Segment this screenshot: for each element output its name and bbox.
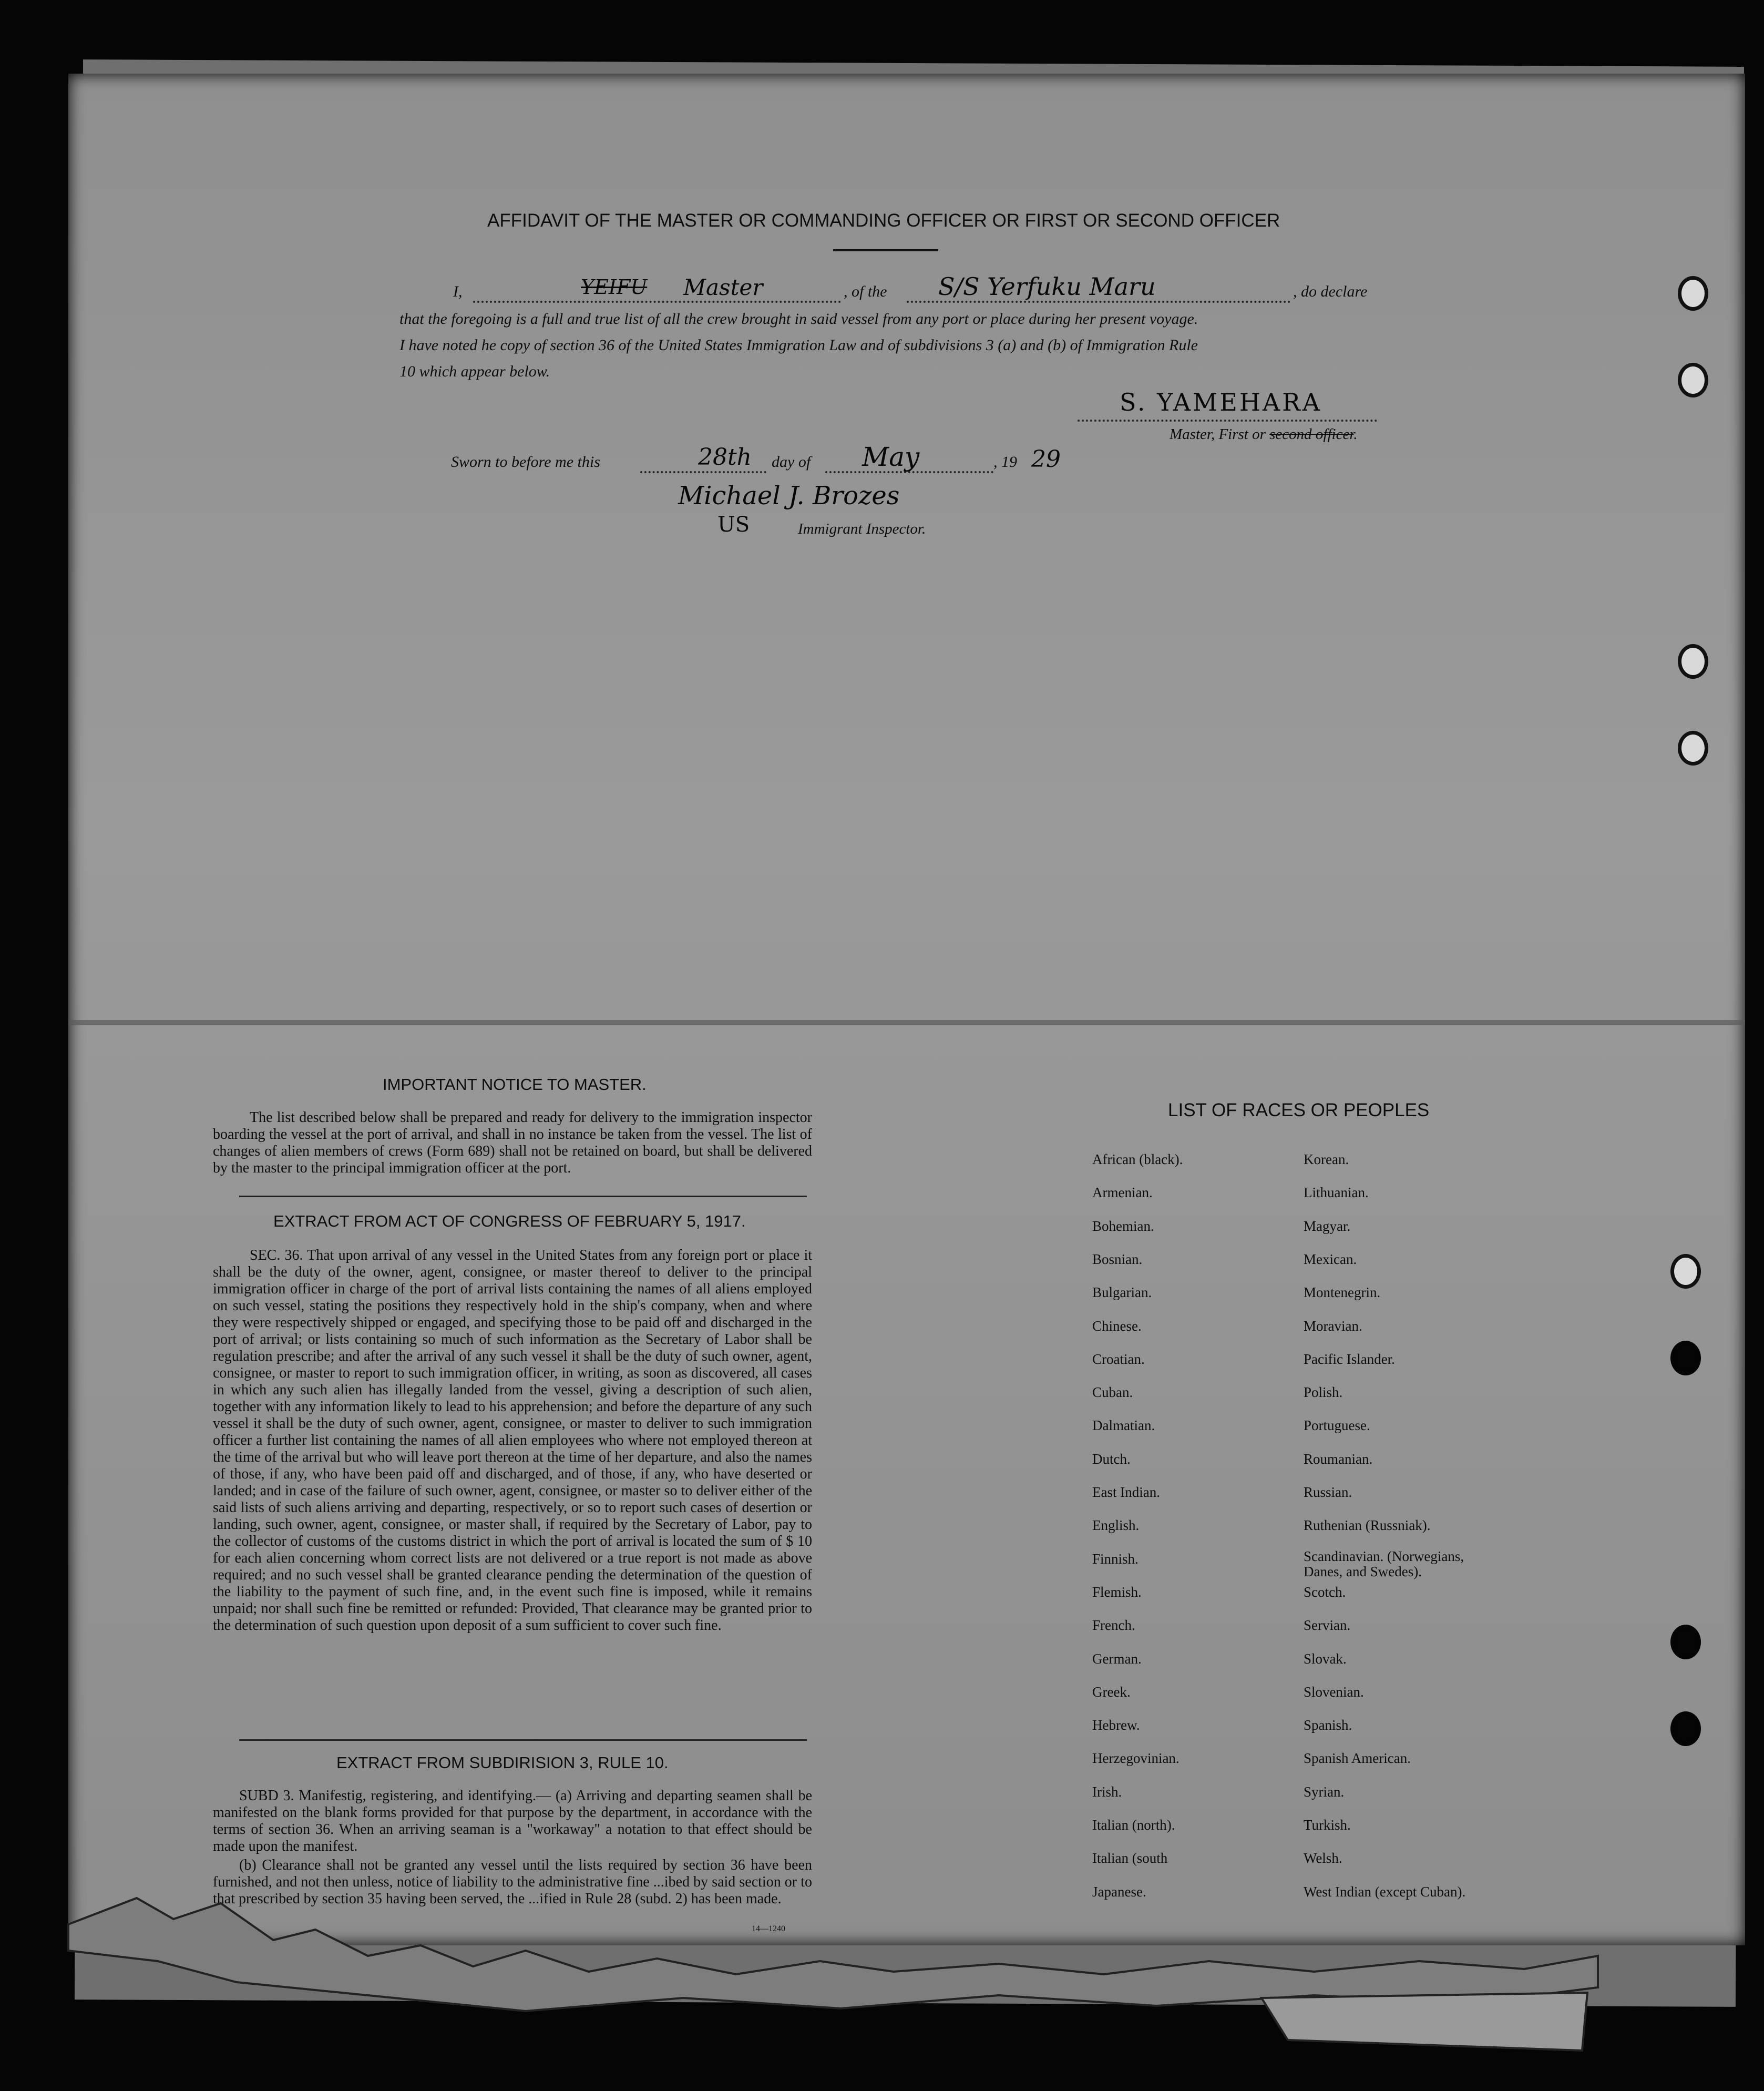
title-rule (833, 249, 938, 251)
extract1-body: SEC. 36. That upon arrival of any vessel in the United States from any foreign port or place it shall be the duty of the owner, agent, consignee, or master thereof to deliver to the principal immigration officer in charge of the port of arrival lists containing the names of all aliens employed on such vessel, stating the positions they respectively hold in the ship's company, when and where they were respectively shipped or engaged, and specifying those to be paid off and discharged in the port of arrival; or lists containing so much of such information as the Secretary of Labor shall be regulation prescribe; and after the arrival of any such vessel it shall be the duty of such owner, agent, consignee, or master to report to such immigration officer, in writing, as soon as discovered, all cases in which any such alien has illegally landed from the vessel, giving a description of such alien, together with any information likely to lead to his apprehension; and before the departure of any such vessel it shall be the duty of such owner, agent, consignee, or master to deliver to such immigration officer a further list containing the names of all alien employees who where not employed thereon at the time of the arrival but who will leave port thereon at the time of her departure, and also the names of those, if any, who have been paid off and discharged, and of those, if any, who have deserted or landed; and in case of the failure of such owner, agent, consignee, or master so to deliver either of the said lists of such aliens arriving and departing, respectively, or so to report such cases of desertion or landing, such owner, agent, consignee, or master shall, if required by the Secretary of Labor, pay to the collector of customs of the customs district in which the port of arrival is located the sum of $ 10 for each alien concerning whom correct lists are not delivered or a true report is not made as above required; and no such vessel shall be granted clearance pending the determination of the question of the liability to the payment of such fine, and, in the event such fine is imposed, while it remains unpaid; nor shall such fine be remitted or refunded: Provided, That clearance may be granted prior to the determination of such question upon deposit of a sum sufficient to cover such fine. (213, 1247, 812, 1634)
race-item: Herzegovinian. (1092, 1750, 1180, 1767)
affidavit-line-4: 10 which appear below. (399, 363, 550, 380)
page-fold-line (68, 1020, 1745, 1025)
document-page (68, 74, 1745, 1945)
race-item: Roumanian. (1304, 1451, 1373, 1467)
affidavit-line-2: that the foregoing is a full and true list of all the crew brought in said vessel from any port or place during her present voyage. (399, 310, 1198, 328)
race-item: Lithuanian. (1304, 1185, 1369, 1201)
month-hw: May (862, 442, 920, 472)
extract2-body-b: (b) Clearance shall not be granted any vessel until the lists required by section 36 have been furnished, and not then unless, notice of liability to the administrative fine ...ibed by said section or to that prescribed by section 35 having been served, the ...ified in Rule 28 (subd. 2) has been made. (213, 1857, 812, 1907)
binder-hole (1670, 1625, 1701, 1659)
inspector-prefix-hw: US (717, 513, 750, 537)
extract1-rule (239, 1739, 807, 1741)
signer-name-field (473, 274, 841, 303)
race-item: Bosnian. (1092, 1251, 1143, 1267)
race-item: Ruthenian (Russniak). (1304, 1517, 1431, 1534)
day-field (640, 444, 766, 473)
extract1-title: EXTRACT FROM ACT OF CONGRESS OF FEBRUARY 5, 1917. (273, 1212, 746, 1230)
inspector-signature-hw: Michael J. Brozes (678, 481, 900, 511)
year-hw: 29 (1031, 446, 1061, 473)
race-item: Spanish. (1304, 1717, 1352, 1733)
race-item: Syrian. (1304, 1783, 1345, 1800)
race-item: Slovenian. (1304, 1684, 1364, 1700)
extract2-body-a: SUBD 3. Manifestig, registering, and identifying.— (a) Arriving and departing seamen shall be manifested on the blank forms provided for that purpose by the department, in accordance with the terms of section 36. When an arriving seaman is a "workaway" a notation to that effect should be made upon the manifest. (213, 1788, 812, 1854)
notice-rule (239, 1196, 807, 1197)
affidavit-line-3: I have noted he copy of section 36 of the United States Immigration Law and of subdivisions 3 (a) and (b) of Immigration Rule (399, 336, 1198, 354)
race-item: English. (1092, 1517, 1140, 1534)
race-item: Welsh. (1304, 1850, 1342, 1866)
race-item: Croatian. (1092, 1351, 1145, 1367)
binder-hole (1678, 644, 1708, 679)
race-item: Portuguese. (1304, 1417, 1370, 1434)
notice-title: IMPORTANT NOTICE TO MASTER. (383, 1075, 647, 1094)
race-item: Montenegrin. (1304, 1284, 1381, 1301)
affidavit-title: AFFIDAVIT OF THE MASTER OR COMMANDING OFFICER OR FIRST OR SECOND OFFICER (487, 210, 1280, 231)
race-item: Dalmatian. (1092, 1417, 1155, 1434)
race-item: East Indian. (1092, 1484, 1160, 1500)
binder-hole (1670, 1711, 1701, 1746)
year-label: , 19 (993, 453, 1017, 471)
master-label-end: . (1353, 426, 1358, 443)
race-item: West Indian (except Cuban). (1304, 1883, 1466, 1900)
day-of-label: day of (772, 453, 811, 471)
race-item: Dutch. (1092, 1451, 1131, 1467)
race-item: Greek. (1092, 1684, 1131, 1700)
torn-bottom-edge (0, 1882, 1764, 2091)
race-item: African (black). (1092, 1151, 1183, 1167)
master-label-text: Master, First or (1170, 426, 1270, 443)
of-the-label: , of the (844, 283, 887, 300)
master-label-struck: second officer (1269, 426, 1354, 443)
day-hw: 28th (698, 444, 752, 471)
race-item: Bulgarian. (1092, 1284, 1152, 1301)
vessel-field (907, 272, 1290, 303)
signer-name-hw: YEIFU (581, 276, 648, 299)
do-declare-label: , do declare (1293, 283, 1368, 300)
master-label (1170, 426, 1358, 443)
race-item: Scandinavian. (Norwegians, Danes, and Swedes). (1304, 1548, 1464, 1579)
race-item: Armenian. (1092, 1185, 1153, 1201)
race-item: Russian. (1304, 1484, 1352, 1500)
master-signature-field (1078, 388, 1377, 422)
sworn-label: Sworn to before me this (451, 453, 600, 471)
race-item: French. (1092, 1617, 1135, 1634)
race-item: Servian. (1304, 1617, 1351, 1634)
race-item: Turkish. (1304, 1817, 1351, 1833)
races-title: LIST OF RACES OR PEOPLES (1168, 1100, 1430, 1120)
race-item: Japanese. (1092, 1883, 1146, 1900)
signer-role-hw: Master (683, 274, 763, 300)
vessel-name-hw: S/S Yerfuku Maru (938, 272, 1156, 301)
affidavit-i-label: I, (453, 283, 463, 300)
race-item: Slovak. (1304, 1650, 1347, 1667)
binder-hole (1678, 276, 1708, 311)
binder-hole (1670, 1254, 1701, 1289)
binder-hole (1678, 731, 1708, 766)
master-signature-hw: S. YAMEHARA (1120, 388, 1322, 416)
race-item: Chinese. (1092, 1318, 1142, 1334)
binder-hole (1670, 1341, 1701, 1375)
race-item: Moravian. (1304, 1318, 1362, 1334)
race-item: Polish. (1304, 1384, 1343, 1401)
month-field (825, 442, 993, 473)
binder-hole (1678, 363, 1708, 397)
race-item: Bohemian. (1092, 1218, 1154, 1234)
inspector-label: Immigrant Inspector. (798, 521, 926, 537)
extract2-title: EXTRACT FROM SUBDIRISION 3, RULE 10. (336, 1753, 669, 1772)
race-item: Irish. (1092, 1783, 1122, 1800)
form-number: 14—1240 (752, 1924, 785, 1933)
race-item: Spanish American. (1304, 1750, 1411, 1767)
race-item: Finnish. (1092, 1551, 1139, 1567)
race-item: Scotch. (1304, 1584, 1346, 1600)
race-item: Pacific Islander. (1304, 1351, 1395, 1367)
race-item: German. (1092, 1650, 1142, 1667)
notice-body: The list described below shall be prepared and ready for delivery to the immigration inspector boarding the vessel at the port of arrival, and shall in no instance be taken from the vessel. The list of changes of alien members of crews (Form 689) shall not be retained on board, but shall be delivered by the master to the principal immigration officer at the port. (213, 1109, 812, 1176)
race-item: Hebrew. (1092, 1717, 1140, 1733)
race-item: Cuban. (1092, 1384, 1133, 1401)
race-item: Flemish. (1092, 1584, 1142, 1600)
race-item: Italian (south (1092, 1850, 1168, 1866)
race-item: Korean. (1304, 1151, 1349, 1167)
race-item: Magyar. (1304, 1218, 1351, 1234)
race-item: Italian (north). (1092, 1817, 1175, 1833)
race-item: Mexican. (1304, 1251, 1357, 1267)
